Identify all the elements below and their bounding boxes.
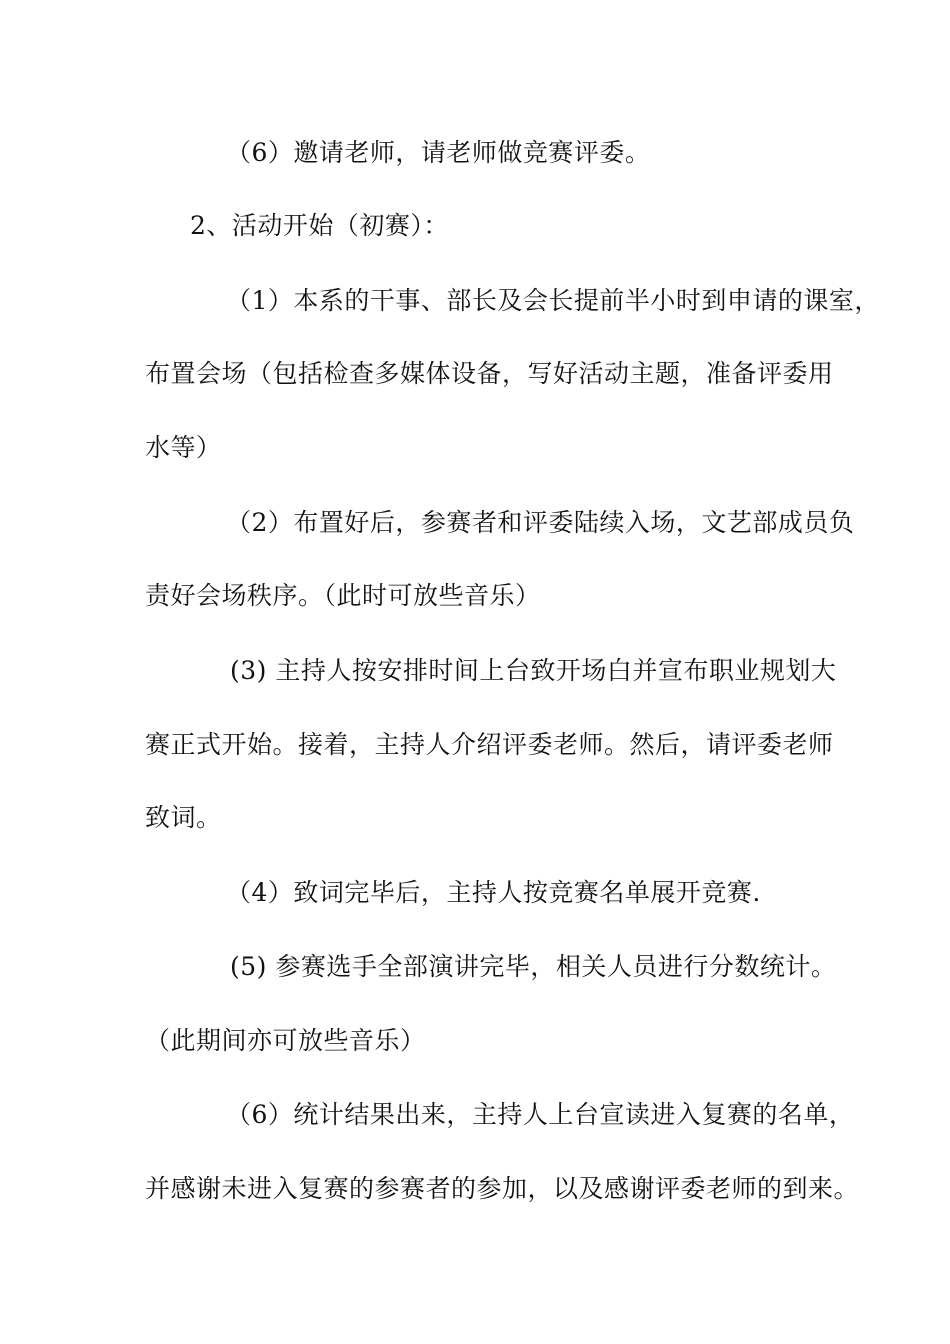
text-line: （6）邀请老师，请老师做竞赛评委。 xyxy=(226,138,651,167)
text-line: (3) 主持人按安排时间上台致开场白并宣布职业规划大 xyxy=(230,656,837,685)
text-line: 责好会场秩序。（此时可放些音乐） xyxy=(145,581,541,610)
text-line: 并感谢未进入复赛的参赛者的参加，以及感谢评委老师的到来。 xyxy=(145,1174,860,1203)
text-line: (5) 参赛选手全部演讲完毕，相关人员进行分数统计。 xyxy=(230,952,837,981)
text-line: （1）本系的干事、部长及会长提前半小时到申请的课室， xyxy=(226,286,880,315)
text-line: 布置会场（包括检查多媒体设备，写好活动主题，准备评委用 xyxy=(145,359,834,388)
section-heading: 2、活动开始（初赛）： xyxy=(190,211,449,240)
text-line: （此期间亦可放些音乐） xyxy=(145,1026,426,1055)
text-line: 赛正式开始。接着，主持人介绍评委老师。然后，请评委老师 xyxy=(145,730,834,759)
text-line: 水等） xyxy=(145,433,222,462)
text-line: （6）统计结果出来，主持人上台宣读进入复赛的名单， xyxy=(226,1100,855,1129)
text-line: 致词。 xyxy=(145,803,222,832)
text-line: （2）布置好后，参赛者和评委陆续入场，文艺部成员负 xyxy=(226,508,855,537)
text-line: （4）致词完毕后，主持人按竞赛名单展开竞赛. xyxy=(226,878,761,907)
